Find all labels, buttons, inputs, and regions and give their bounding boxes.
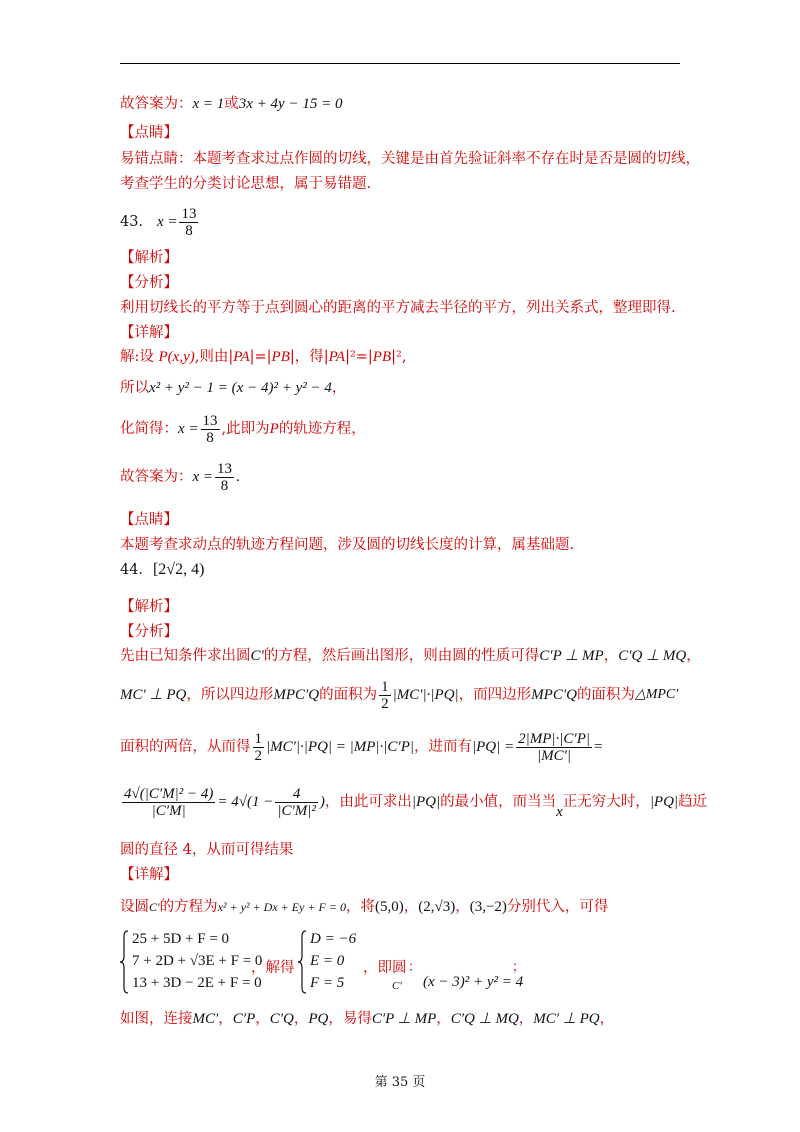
paragraph: 本题考查求动点的轨迹方程问题，涉及圆的切线长度的计算，属基础题. xyxy=(120,537,575,553)
math-expr: |PQ| xyxy=(649,794,679,810)
section-heading: 【分析】 xyxy=(120,624,178,640)
text: ， xyxy=(686,648,701,664)
math-expr: MC′ ⊥ PQ xyxy=(533,1011,600,1027)
equation-systems xyxy=(120,928,680,998)
math-expr: P xyxy=(269,421,279,437)
text: ， xyxy=(599,1011,615,1027)
text: 的方程，然后画出图形，则由圆的性质可得 xyxy=(263,648,540,664)
section-heading: 【详解】 xyxy=(120,325,178,341)
math-expr: 3x + 4y − 15 = 0 xyxy=(238,96,343,112)
math-expr: x² + y² − 1 = (x − 4)² + y² − 4 xyxy=(149,380,332,396)
math-expr: MPC′Q xyxy=(273,687,320,703)
text: ，由此可求出 xyxy=(324,794,412,810)
question-number: 44． xyxy=(120,562,153,578)
math-expr: x = 1 xyxy=(192,96,225,112)
text: ； xyxy=(512,960,526,975)
text: . xyxy=(236,469,240,485)
math-expr: MC′ xyxy=(192,1011,219,1027)
numerator: 1 xyxy=(381,678,389,695)
answer-label: 故答案为： xyxy=(120,96,193,112)
paragraph: 圆的直径 4，从而可得结果 xyxy=(120,842,294,858)
section-heading: 【详解】 xyxy=(120,867,178,883)
denominator: |C′M| xyxy=(122,802,215,819)
analysis-line xyxy=(120,678,678,712)
text: ， xyxy=(518,1011,534,1027)
section-heading: 【点睛】 xyxy=(120,512,178,528)
equation: 7 + 2D + √3E + F = 0 xyxy=(132,953,263,969)
text: |，得| xyxy=(289,349,329,365)
text: ， xyxy=(293,1011,309,1027)
text: ，解得 xyxy=(251,960,295,976)
math-expr: P(x,y) xyxy=(158,349,195,365)
math-expr: x² + y² + Dx + Ey + F = 0 xyxy=(217,900,346,914)
text: ，所以四边形 xyxy=(186,687,274,703)
math-expr: PA xyxy=(328,349,346,365)
denominator: 8 xyxy=(201,429,220,446)
paragraph: 利用切线长的平方等于点到圆心的距离的平方减去半径的平方，列出关系式，整理即得. xyxy=(120,300,676,316)
text: 的方程为 xyxy=(159,899,218,915)
math-expr: |PQ| = xyxy=(472,739,515,755)
text: 先由已知条件求出圆 xyxy=(120,648,251,664)
numerator: 13 xyxy=(202,412,218,429)
text: ， xyxy=(255,1011,270,1027)
solution-line xyxy=(120,347,406,367)
section-heading: 【解析】 xyxy=(120,250,178,266)
text: ，将 xyxy=(345,899,375,915)
math-expr: x = xyxy=(192,469,214,485)
system-1 xyxy=(132,928,262,994)
paragraph: 易错点睛：本题考查求过点作圆的切线，关键是由首先验证斜率不存在时是否是圆的切线， xyxy=(120,151,700,167)
equation: 13 + 3D − 2E + F = 0 xyxy=(132,975,262,991)
answer-line-42 xyxy=(120,94,342,114)
math-expr: = 4√(1 − xyxy=(217,794,274,810)
section-heading: 【点睛】 xyxy=(120,125,178,141)
text: 的面积为 xyxy=(576,687,635,703)
math-expr: PB xyxy=(372,349,392,365)
fraction xyxy=(179,206,198,239)
text: 设圆 xyxy=(120,899,149,915)
detail-line xyxy=(120,1009,614,1029)
system-2 xyxy=(310,928,356,994)
math-expr: PQ xyxy=(308,1011,329,1027)
text: 面积的两倍，从而得 xyxy=(120,739,251,755)
text: 如图，连接 xyxy=(120,1011,193,1027)
equation: F = 5 xyxy=(310,975,345,991)
left-brace xyxy=(120,930,130,994)
equation: 25 + 5D + F = 0 xyxy=(132,931,230,947)
fraction xyxy=(215,461,234,494)
header-rule xyxy=(120,63,680,64)
text: ,此即为 xyxy=(221,421,270,437)
math-expr: C′Q ⊥ MQ xyxy=(618,648,687,664)
paragraph: 考查学生的分类讨论思想，属于易错题. xyxy=(120,176,372,192)
text: 的最小值，而当当 xyxy=(440,794,557,810)
math-expr: C′ xyxy=(149,900,160,914)
math-expr: C′ xyxy=(250,648,264,664)
math-expr: (5,0) xyxy=(374,899,404,915)
left-brace xyxy=(298,930,308,994)
section-heading: 【解析】 xyxy=(120,599,178,615)
text: 的面积为 xyxy=(319,687,378,703)
solution-line xyxy=(120,412,366,446)
fraction xyxy=(275,786,318,819)
math-expr: x xyxy=(556,804,563,820)
question-44-answer xyxy=(120,560,204,580)
math-expr: = xyxy=(593,739,603,755)
analysis-line xyxy=(120,646,701,666)
equation: E = 0 xyxy=(310,953,345,969)
text: 的轨迹方程， xyxy=(278,421,366,437)
math-expr: C′Q ⊥ MQ xyxy=(450,1011,519,1027)
text: ，进而有 xyxy=(414,739,472,755)
math-expr: [2√2, 4) xyxy=(152,561,205,578)
text: 分别代入，可得 xyxy=(506,899,609,915)
math-expr: C′P xyxy=(232,1011,256,1027)
solution-line xyxy=(120,378,346,398)
numerator: 13 xyxy=(217,460,233,477)
numerator: 1 xyxy=(254,730,262,747)
fraction xyxy=(516,731,592,764)
text: ， xyxy=(218,1011,233,1027)
denominator: 8 xyxy=(179,222,198,239)
text: ,则由| xyxy=(194,349,234,365)
math-expr: x = xyxy=(156,214,178,230)
page-number: 第 35 页 xyxy=(374,1075,426,1090)
section-heading: 【分析】 xyxy=(120,275,178,291)
numerator: 4√(|C′M|² − 4) xyxy=(124,785,214,802)
math-expr: |MC′|·|PQ| = |MP|·|C′P| xyxy=(266,739,414,755)
math-expr: (3,−2) xyxy=(469,899,507,915)
math-expr: (2,√3) xyxy=(418,899,456,915)
denominator: 2 xyxy=(381,695,389,712)
math-expr: C′ xyxy=(392,980,402,992)
question-number: 43． xyxy=(120,214,153,230)
math-expr: |MC′|·|PQ| xyxy=(392,687,459,703)
text: 所以 xyxy=(120,380,149,396)
text: ，而四边形 xyxy=(458,687,532,703)
denominator: 2 xyxy=(254,747,262,764)
question-43-answer xyxy=(120,205,200,239)
text: ， xyxy=(455,899,470,915)
math-expr: PB xyxy=(271,349,290,365)
solution-line xyxy=(120,460,240,494)
text: 或 xyxy=(224,96,239,112)
detail-line xyxy=(120,897,608,917)
fraction xyxy=(122,786,215,819)
text: 趋近 xyxy=(678,794,708,810)
text: |=| xyxy=(249,349,272,365)
analysis-line xyxy=(120,778,707,826)
equation: D = −6 xyxy=(310,931,357,947)
text: |², xyxy=(391,349,407,365)
math-expr: MPC′Q xyxy=(531,687,577,703)
denominator: 8 xyxy=(215,477,234,494)
math-expr: PA xyxy=(233,349,250,365)
math-expr: C′P ⊥ MP xyxy=(539,648,604,664)
analysis-line xyxy=(120,727,602,767)
text: ， xyxy=(603,648,619,664)
fraction xyxy=(201,413,220,446)
math-expr: △MPC′ xyxy=(634,687,679,702)
text: ： xyxy=(408,960,422,975)
math-expr: C′P ⊥ MP xyxy=(371,1011,437,1027)
text: ，即圆 xyxy=(363,960,407,976)
fraction xyxy=(253,731,265,764)
numerator: 13 xyxy=(181,205,197,222)
text: 故答案为： xyxy=(120,469,193,485)
text: ， xyxy=(331,380,347,396)
text: |²=| xyxy=(345,349,373,365)
text: 解:设 xyxy=(120,349,159,365)
text: ， xyxy=(436,1011,451,1027)
fraction xyxy=(379,679,391,712)
text: ，易得 xyxy=(328,1011,372,1027)
circle-equation: (x − 3)² + y² = 4 xyxy=(423,974,524,990)
math-expr: |PQ| xyxy=(411,794,441,810)
numerator: 4 xyxy=(292,785,301,802)
denominator: |MC′| xyxy=(516,747,592,764)
math-expr: x = xyxy=(178,421,199,437)
math-expr: ) xyxy=(319,794,325,810)
math-expr: C′Q xyxy=(269,1011,294,1027)
numerator: 2|MP|·|C′P| xyxy=(518,730,590,747)
math-expr: MC′ ⊥ PQ xyxy=(120,687,187,703)
text: ， xyxy=(403,899,419,915)
denominator: |C′M|² xyxy=(277,802,316,819)
text: 正无穷大时， xyxy=(562,794,650,810)
text: 化简得： xyxy=(120,421,178,437)
